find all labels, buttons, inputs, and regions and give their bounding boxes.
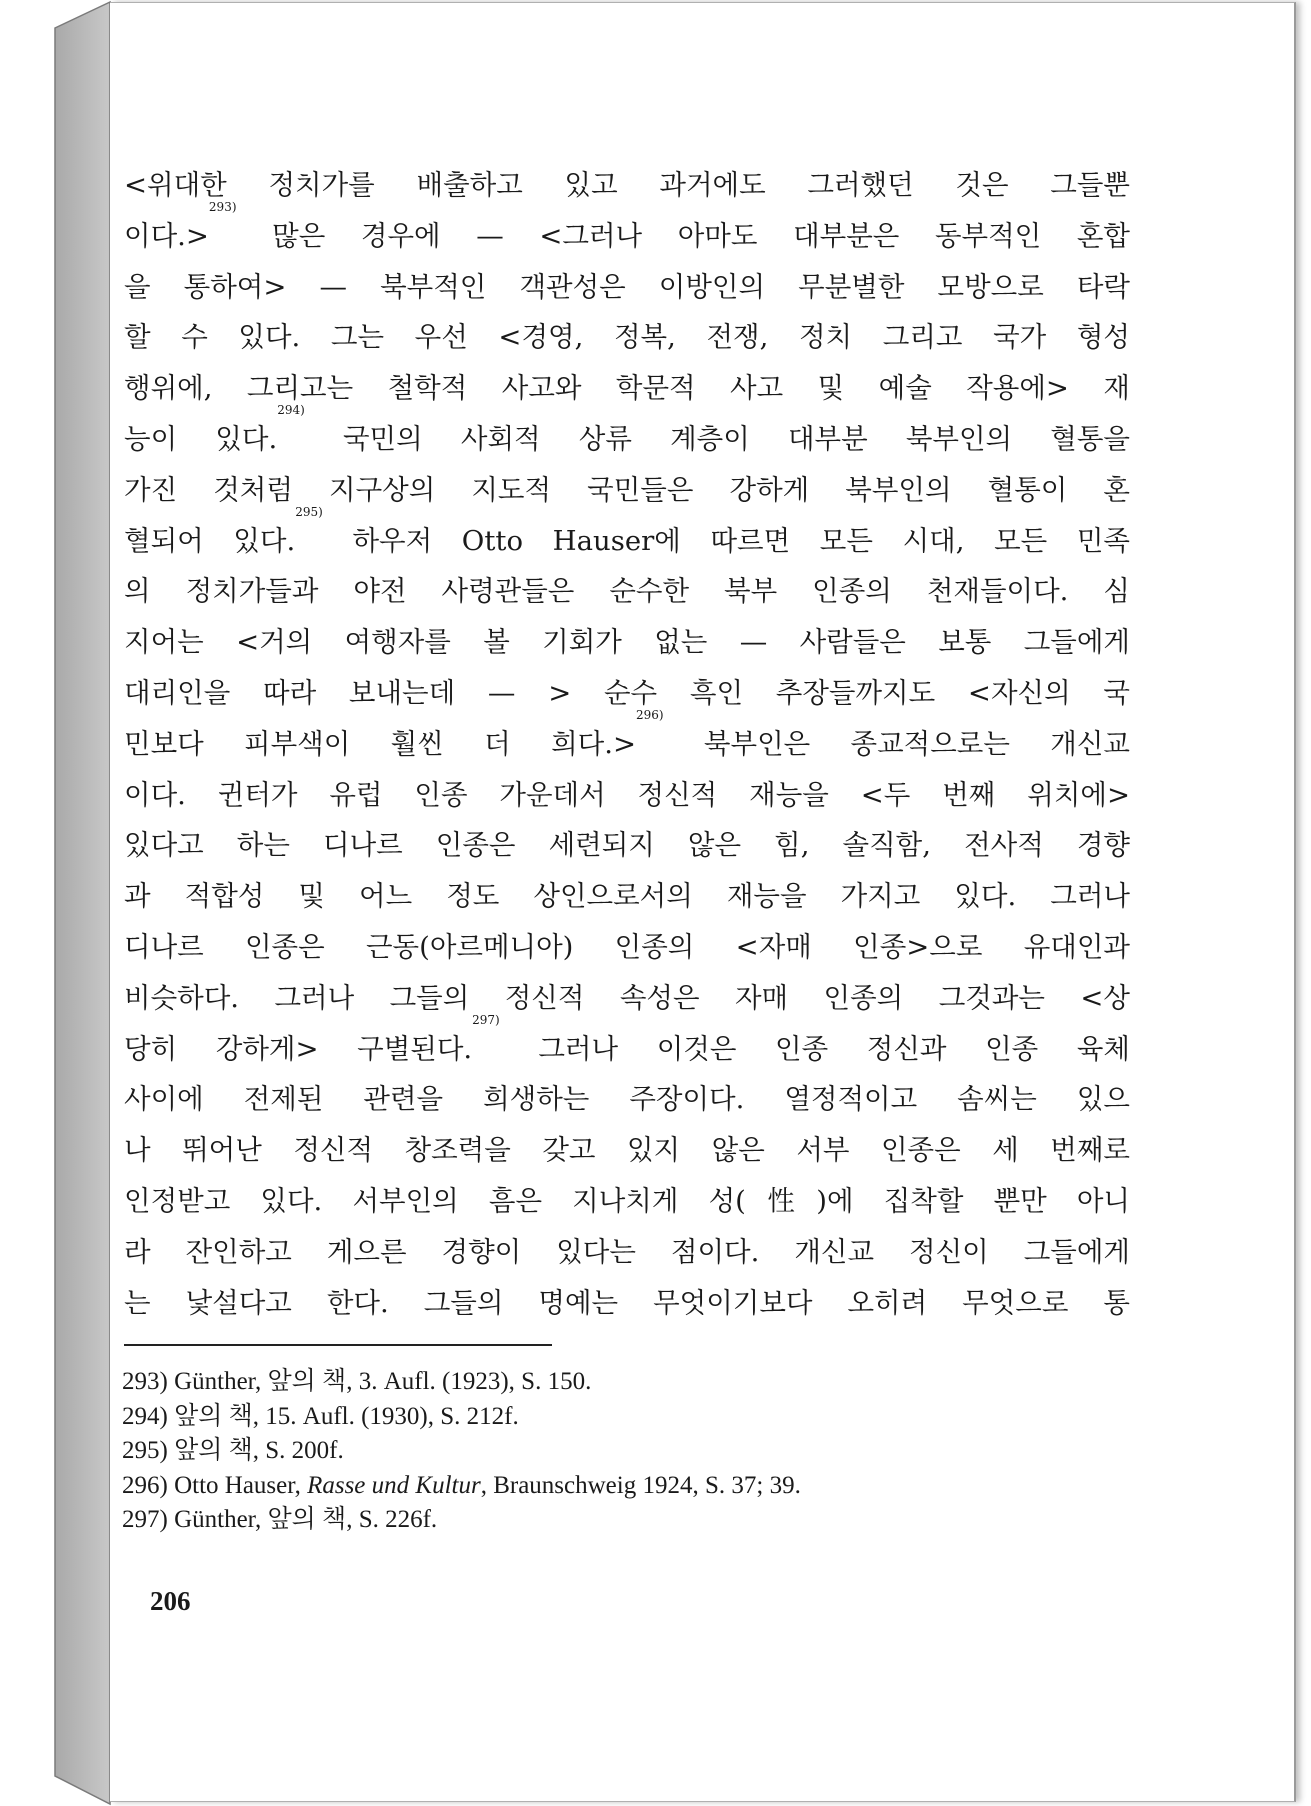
body-line [124,668,1130,719]
body-line [124,922,1130,973]
footnote-item [122,1503,1122,1538]
body-line-text: 이다.> [124,219,209,252]
body-line-text: 디나르 인종은 근동(아르메니아) 인종의 <자매 인종>으로 유대인과 [124,930,1130,963]
body-line [124,1074,1130,1125]
footnote-divider [124,1344,552,1346]
footnote-text: 앞의 책, 15. Aufl. (1930), S. 212f. [174,1402,519,1430]
body-line [124,160,1130,211]
body-line [124,199,1130,262]
body-line-text: 북부인은 종교적으로는 개신교 [663,727,1130,760]
body-line-text: 혈되어 있다. [124,524,296,557]
footnote-text: Günther, 앞의 책, S. 226f. [174,1506,438,1533]
body-line-text: 인정받고 있다. 서부인의 흠은 지나치게 성(性)에 집착할 뿐만 아니 [124,1184,1130,1217]
body-line [124,770,1130,821]
body-line [124,707,1130,770]
body-line [124,1176,1130,1227]
body-line-text: 을 통하여> — 북부적인 객관성은 이방인의 무분별한 모방으로 타락 [124,270,1130,303]
body-line-text: 민보다 피부색이 훨씬 더 희다.> [124,727,636,760]
body-line [124,566,1130,617]
footnote-item [122,1469,1122,1504]
body-line-text: 과 적합성 및 어느 정도 상인으로서의 재능을 가지고 있다. 그러나 [124,880,1130,913]
footnote-number: 294) [122,1402,168,1430]
footnote-title: Rasse und Kultur [307,1471,481,1499]
body-line [124,363,1130,414]
body-line-text: 대리인을 따라 보내는데 — > 순수 흑인 추장들까지도 <자신의 국 [124,676,1130,709]
body-line-text: 하우저 Otto Hauser에 따르면 모든 시대, 모든 민족 [322,524,1130,557]
footnote-text: 앞의 책, S. 200f. [174,1437,344,1464]
body-line-text: 행위에, 그리고는 철학적 사고와 학문적 사고 및 예술 작용에> 재 [124,372,1130,405]
body-line [124,1278,1130,1329]
body-line-text: 비슷하다. 그러나 그들의 정신적 속성은 자매 인종의 그것과는 <상 [124,981,1130,1014]
body-line [124,1125,1130,1176]
footnote-number: 296) [122,1471,168,1499]
body-line [124,312,1130,363]
footnote-item [122,1365,1122,1400]
footnote-item [122,1434,1122,1469]
body-line-text: 나 뛰어난 정신적 창조력을 갖고 있지 않은 서부 인종은 세 번째로 [124,1134,1130,1167]
body-line-text: <위대한 정치가를 배출하고 있고 과거에도 그러했던 것은 그들뿐 [124,169,1130,201]
body-line-text: 지어는 <거의 여행자를 볼 기회가 없는 — 사람들은 보통 그들에게 [124,626,1130,659]
footnote-text: Otto Hauser, [174,1471,308,1499]
footnote-reference: 295) [295,504,323,519]
footnote-reference: 294) [277,402,305,417]
body-line [124,1012,1130,1075]
body-line [124,617,1130,668]
body-line [124,820,1130,871]
body-line-text: 사이에 전제된 관련을 희생하는 주장이다. 열정적이고 솜씨는 있으 [124,1083,1130,1116]
body-line-text: 당히 강하게> 구별된다. [124,1032,473,1065]
body-text [124,160,1130,1328]
footnote-text: Günther, 앞의 책, 3. Aufl. (1923), S. 150. [174,1368,592,1395]
body-line-text: 능이 있다. [124,422,278,455]
footnote-number: 293) [122,1368,168,1395]
body-line-text: 있다고 하는 디나르 인종은 세련되지 않은 힘, 솔직함, 전사적 경향 [124,829,1130,862]
body-line-text: 의 정치가들과 야전 사령관들은 순수한 북부 인종의 천재들이다. 심 [124,575,1130,608]
footnotes [122,1365,1122,1538]
body-line-text: 라 잔인하고 게으른 경향이 있다는 점이다. 개신교 정신이 그들에게 [124,1235,1130,1268]
book-spine [55,0,111,1806]
body-line-text: 가진 것처럼 지구상의 지도적 국민들은 강하게 북부인의 혈통이 혼 [124,473,1130,506]
body-line-text: 할 수 있다. 그는 우선 <경영, 정복, 전쟁, 정치 그리고 국가 형성 [124,321,1130,354]
body-line [124,402,1130,465]
footnote-reference: 293) [208,199,237,214]
body-line-text: 많은 경우에 — <그러나 아마도 대부분은 동부적인 혼합 [236,219,1130,252]
footnote-reference: 297) [472,1012,500,1027]
body-line [124,871,1130,922]
body-line [124,262,1130,313]
footnote-number: 295) [122,1437,168,1464]
page-number: 206 [150,1586,191,1616]
footnote-text: , Braunschweig 1924, S. 37; 39. [480,1471,801,1499]
body-line [124,504,1130,567]
footnote-reference: 296) [635,707,664,722]
footnote-number: 297) [122,1506,168,1533]
body-line [124,973,1130,1024]
body-line-text: 그러나 이것은 인종 정신과 인종 육체 [499,1032,1130,1065]
body-line [124,1227,1130,1278]
body-line-text: 국민의 사회적 상류 계층이 대부분 북부인의 혈통을 [304,422,1130,455]
footnote-item [122,1400,1122,1435]
body-line-text: 이다. 귄터가 유럽 인종 가운데서 정신적 재능을 <두 번째 위치에> [124,778,1130,811]
body-line [124,465,1130,516]
body-line-text: 는 낯설다고 한다. 그들의 명예는 무엇이기보다 오히려 무엇으로 통 [124,1286,1130,1319]
